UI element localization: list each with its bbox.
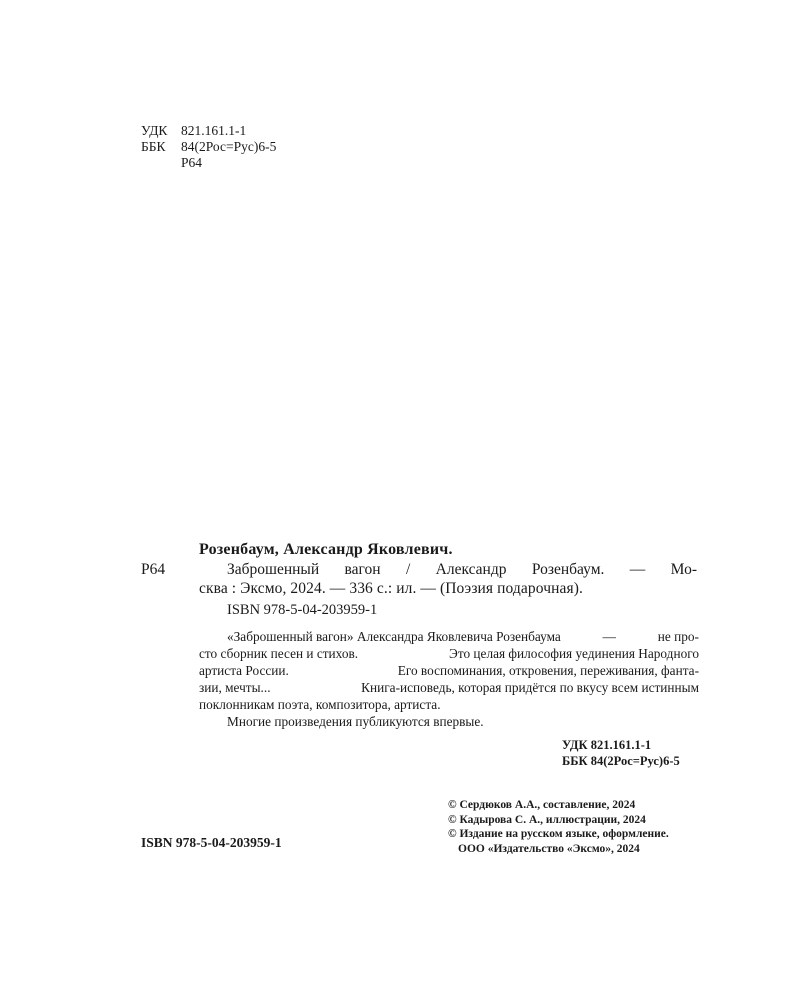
copyright-line: © Издание на русском языке, оформление. [448, 828, 669, 840]
annotation-line [199, 628, 699, 645]
isbn-bottom: ISBN 978-5-04-203959-1 [141, 835, 282, 850]
description-line-1 [227, 561, 697, 579]
isbn: ISBN 978-5-04-203959-1 [227, 602, 378, 618]
desc-word: Заброшенный [227, 561, 320, 578]
annotation [199, 628, 699, 730]
desc-word: Мо- [670, 561, 697, 578]
classification-bottom [562, 737, 680, 769]
bbk-label: ББК [141, 139, 166, 154]
author-code-row [141, 155, 276, 171]
annotation-fragment: «Заброшенный вагон» Александра Яковлевича Розенбаума [227, 629, 561, 644]
desc-word: — [629, 561, 646, 578]
annotation-fragment: сто сборник песен и стихов. [199, 646, 359, 661]
bbk-bottom: ББК 84(2Рос=Рус)6-5 [562, 754, 680, 768]
copyright-line: ООО «Издательство «Эксмо», 2024 [458, 842, 640, 855]
annotation-fragment: — [602, 629, 616, 644]
copyright-line: © Сердюков А.А., составление, 2024 [448, 799, 636, 811]
desc-word: Розенбаум. [531, 561, 605, 578]
annotation-fragment: артиста России. [199, 663, 289, 678]
udk-value: 821.161.1-1 [181, 123, 247, 138]
annotation-line [199, 662, 699, 679]
copyright-block [448, 798, 669, 856]
desc-word: / [405, 561, 411, 578]
annotation-fragment: не про- [657, 629, 699, 644]
annotation-fragment: зии, мечты... [199, 680, 271, 695]
classification-top [141, 123, 276, 171]
bbk-value: 84(2Рос=Рус)6-5 [181, 139, 277, 154]
book-author: Розенбаум, Александр Яковлевич. [199, 541, 453, 558]
bbk-row [141, 139, 276, 155]
copyright-line: © Кадырова С. А., иллюстрации, 2024 [448, 813, 646, 826]
annotation-line [199, 645, 699, 662]
udk-bottom: УДК 821.161.1-1 [562, 738, 652, 752]
udk-row [141, 123, 276, 139]
annotation-line: Многие произведения публикуются впервые. [227, 714, 484, 729]
annotation-fragment: Это целая философия уединения Народного [449, 646, 699, 661]
annotation-line: поклонникам поэта, композитора, артиста. [199, 697, 441, 712]
desc-word: Александр [435, 561, 507, 578]
annotation-line [199, 679, 699, 696]
annotation-fragment: Книга-исповедь, которая придётся по вкусу всем истинным [361, 680, 699, 695]
author-code-top: Р64 [181, 155, 203, 170]
description-line-2: сква : Эксмо, 2024. — 336 с.: ил. — (Поэзия подарочная). [199, 580, 583, 597]
desc-word: вагон [344, 561, 381, 578]
udk-label: УДК [141, 123, 168, 138]
author-code: Р64 [141, 561, 166, 578]
annotation-fragment: Его воспоминания, откровения, переживания, фанта- [397, 663, 699, 678]
